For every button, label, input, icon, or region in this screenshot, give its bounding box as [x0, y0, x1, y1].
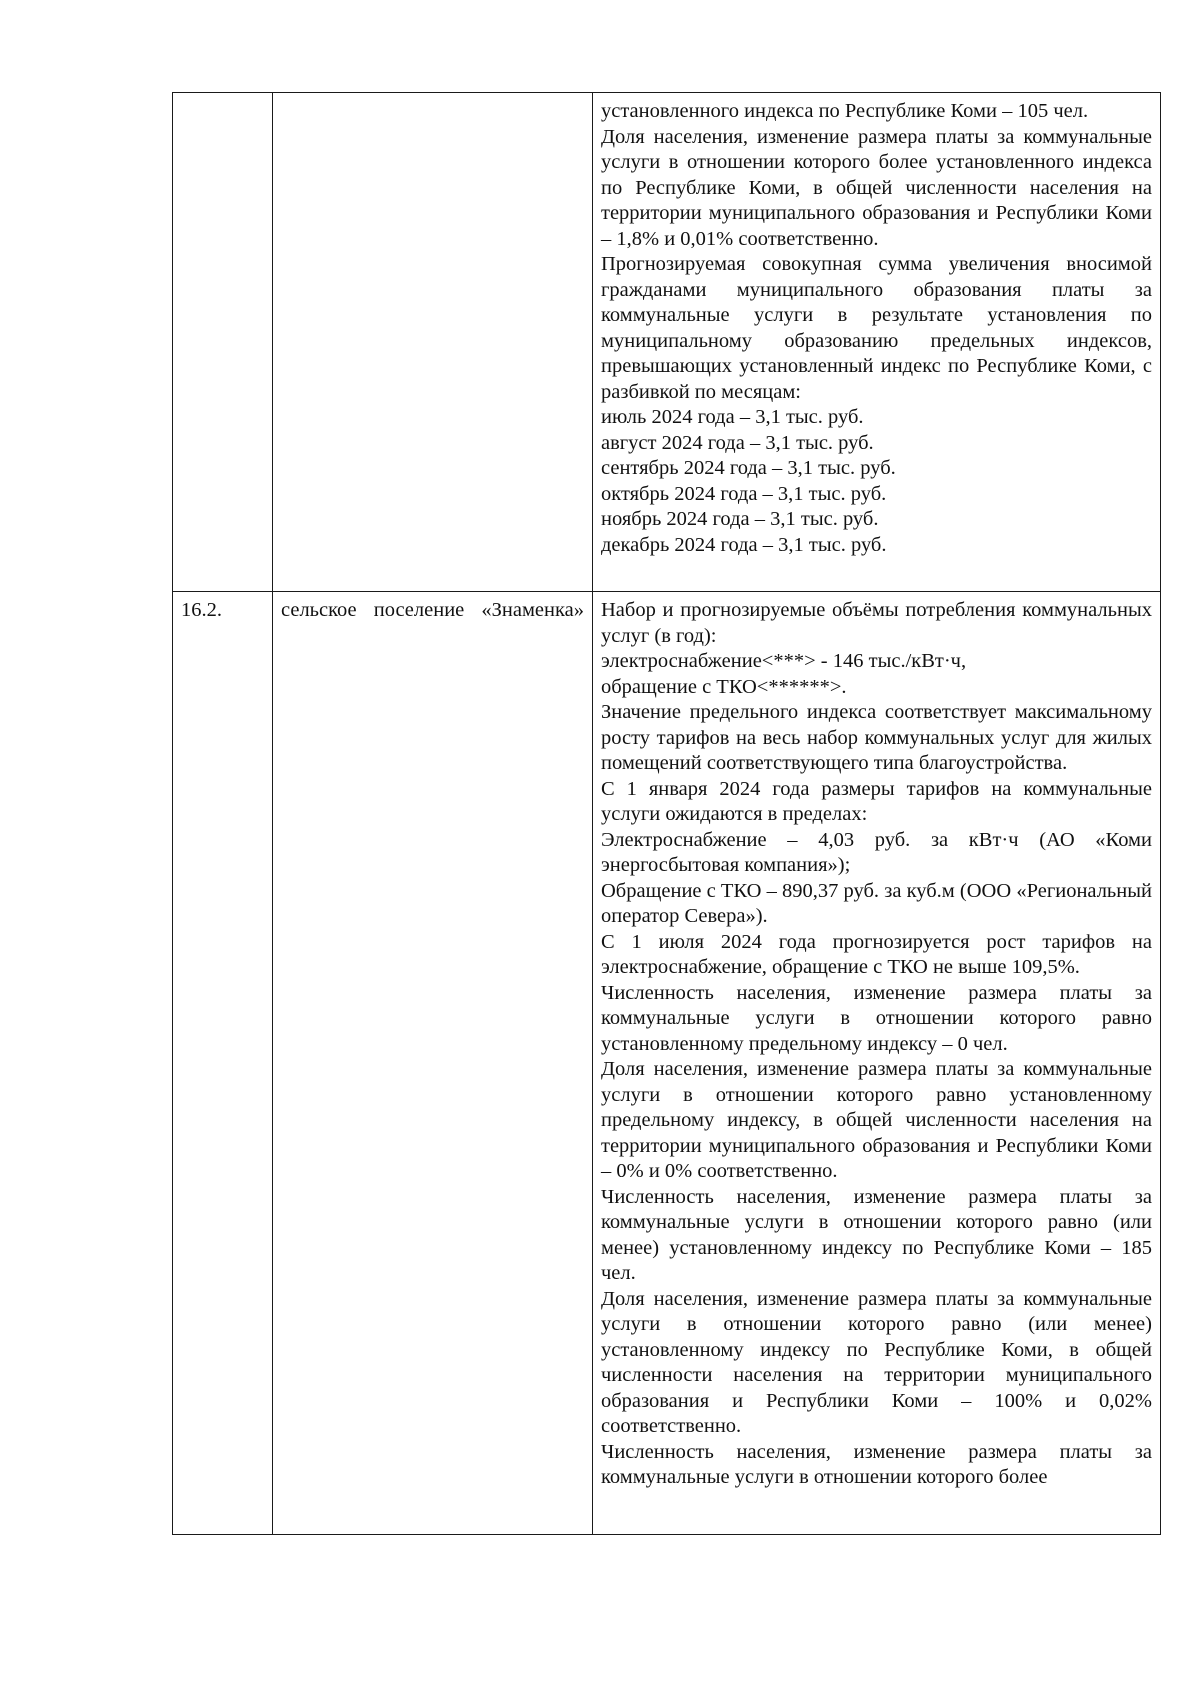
paragraph: Доля населения, изменение размера платы за коммунальные услуги в отношении которого более установленного индекса по Республике Коми, в общей численности населения на территории муниципального образования и Республики Коми – 1,8% и 0,01% соответственно.: [601, 125, 1152, 250]
paragraph: июль 2024 года – 3,1 тыс. руб.: [601, 406, 864, 428]
paragraph: С 1 января 2024 года размеры тарифов на коммунальные услуги ожидаются в пределах:: [601, 777, 1152, 825]
paragraph: Значение предельного индекса соответствует максимальному росту тарифов на весь набор коммунальных услуг для жилых помещений соответствующего типа благоустройства.: [601, 701, 1152, 774]
row-number-cell: [173, 93, 273, 592]
paragraph: Численность населения, изменение размера платы за коммунальные услуги в отношении которого равно (или менее) установленному индексу по Республике Коми – 185 чел.: [601, 1185, 1152, 1284]
paragraph: Обращение с ТКО – 890,37 руб. за куб.м (ООО «Региональный оператор Севера»).: [601, 879, 1152, 927]
paragraph: Доля населения, изменение размера платы за коммунальные услуги в отношении которого равно установленному предельному индексу, в общей численности населения на территории муниципального образования и Республики Коми – 0% и 0% соответственно.: [601, 1058, 1152, 1182]
paragraph: Прогнозируемая совокупная сумма увеличения вносимой гражданами муниципального образования платы за коммунальные услуги в результате установления по муниципальному образованию предельных индексов, превышающих установленный индекс по Республике Коми, с разбивкой по месяцам:: [601, 253, 1152, 403]
paragraph: Численность населения, изменение размера платы за коммунальные услуги в отношении которого более: [601, 1440, 1152, 1488]
paragraph: декабрь 2024 года – 3,1 тыс. руб.: [601, 533, 887, 556]
paragraph: сентябрь 2024 года – 3,1 тыс. руб.: [601, 457, 896, 479]
paragraph: ноябрь 2024 года – 3,1 тыс. руб.: [601, 508, 879, 530]
document-table: [172, 92, 1161, 1535]
paragraph: обращение с ТКО<******>.: [601, 675, 847, 698]
paragraph: август 2024 года – 3,1 тыс. руб.: [601, 431, 874, 454]
row-number-cell: 16.2.: [173, 592, 273, 1535]
paragraph: Доля населения, изменение размера платы за коммунальные услуги в отношении которого равно (или менее) установленному индексу по Республике Коми, в общей численности населения на территории муниципального образования и Республики Коми – 100% и 0,02% соответственно.: [601, 1287, 1152, 1437]
municipality-name-cell: сельское поселение «Знаменка»: [273, 592, 593, 1535]
description-cell: [593, 592, 1161, 1535]
paragraph: октябрь 2024 года – 3,1 тыс. руб.: [601, 482, 887, 505]
paragraph: установленного индекса по Республике Коми – 105 чел.: [601, 100, 1089, 122]
description-cell: [593, 93, 1161, 592]
table-row: [173, 592, 1161, 1535]
municipality-name-cell: [273, 93, 593, 592]
paragraph: Численность населения, изменение размера платы за коммунальные услуги в отношении которого равно установленному предельному индексу – 0 чел.: [601, 981, 1152, 1055]
paragraph: Электроснабжение – 4,03 руб. за кВт·ч (АО «Коми энергосбытовая компания»);: [601, 828, 1152, 876]
paragraph: С 1 июля 2024 года прогнозируется рост тарифов на электроснабжение, обращение с ТКО не выше 109,5%.: [601, 930, 1152, 978]
table-row: [173, 93, 1161, 592]
paragraph: электроснабжение<***> - 146 тыс./кВт·ч,: [601, 650, 967, 672]
paragraph: Набор и прогнозируемые объёмы потребления коммунальных услуг (в год):: [601, 599, 1152, 647]
